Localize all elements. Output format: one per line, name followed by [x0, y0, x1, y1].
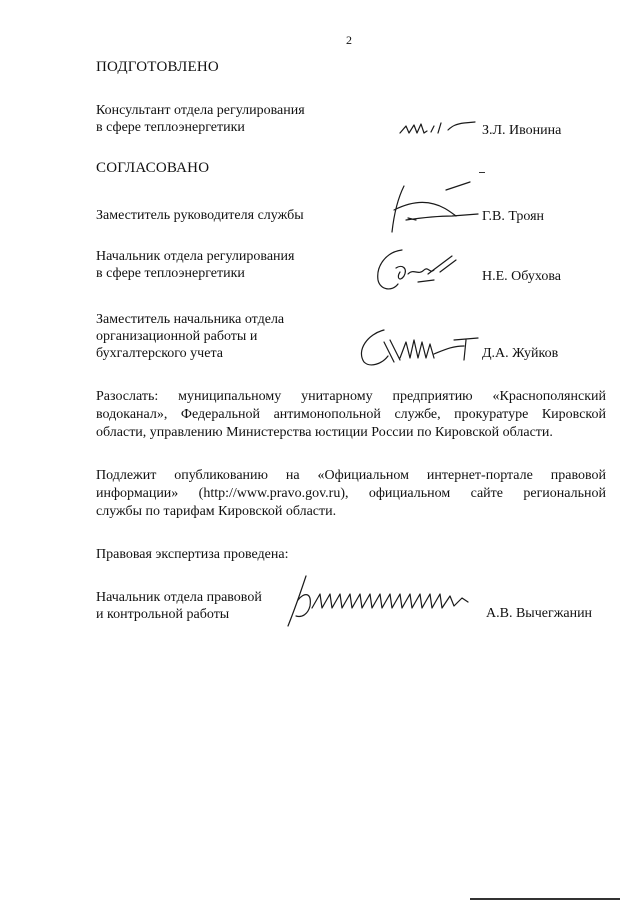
agreed-1-position: Заместитель руководителя службы: [96, 208, 304, 223]
legal-name: А.В. Вычегжанин: [486, 606, 593, 621]
prepared-position-line-1: Консультант отдела регулирования: [96, 103, 305, 118]
page-number: 2: [346, 33, 352, 47]
agreed-3-position-line-2: организационной работы и: [96, 329, 258, 344]
agreed-heading: СОГЛАСОВАНО: [96, 160, 210, 176]
publication-line-1: Подлежит опубликованию на «Официальном интернет-портале правовой: [96, 468, 606, 483]
scan-edge-line: [470, 898, 620, 900]
agreed-3-position-line-1: Заместитель начальника отдела: [96, 312, 285, 327]
agreed-2-position-line-1: Начальник отдела регулирования: [96, 249, 295, 264]
agreed-3-name: Д.А. Жуйков: [482, 346, 559, 361]
distribution-line-3: области, управлению Министерства юстиции России по Кировской области.: [96, 425, 553, 440]
distribution-line-1: Разослать: муниципальному унитарному предприятию «Краснополянский: [96, 389, 606, 404]
agreed-1-name: Г.В. Троян: [482, 209, 545, 224]
publication-line-3: службы по тарифам Кировской области.: [96, 504, 337, 519]
legal-position-line-1: Начальник отдела правовой: [96, 590, 262, 605]
agreed-2-position-line-2: в сфере теплоэнергетики: [96, 266, 245, 281]
signature-troyan: [386, 180, 482, 238]
signature-ivonina: [398, 116, 478, 140]
signature-obukhova: [368, 244, 464, 296]
publication-line-2: информации» (http://www.pravo.gov.ru), официальном сайте региональной: [96, 486, 606, 501]
agreed-2-name: Н.Е. Обухова: [482, 269, 561, 284]
signature-zhuikov: [354, 324, 484, 370]
prepared-heading: ПОДГОТОВЛЕНО: [96, 59, 219, 75]
distribution-line-2: водоканал», Федеральной антимонопольной службе, прокуратуре Кировской: [96, 407, 606, 422]
agreed-3-position-line-3: бухгалтерского учета: [96, 346, 223, 361]
prepared-name: З.Л. Ивонина: [482, 123, 562, 138]
dash-mark: [479, 172, 485, 173]
prepared-position-line-2: в сфере теплоэнергетики: [96, 120, 245, 135]
signature-vychegzhanin: [282, 572, 472, 630]
legal-review-text: Правовая экспертиза проведена:: [96, 547, 289, 562]
legal-position-line-2: и контрольной работы: [96, 607, 230, 622]
